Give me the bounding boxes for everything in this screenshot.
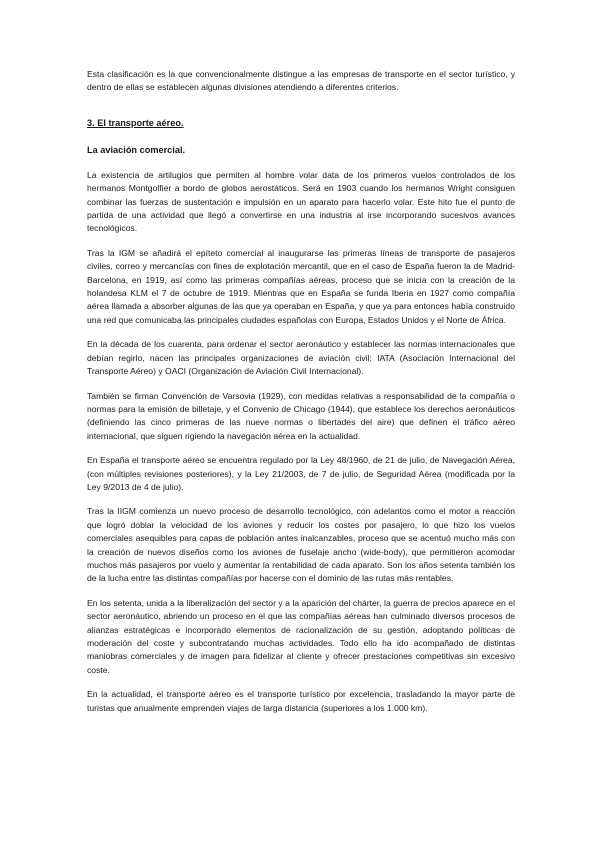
body-paragraph: Tras la IIGM comienza un nuevo proceso de desarrollo tecnológico, con adelantos como el motor a reacción que logró doblar la velocidad de los aviones y reducir los costes por pasajero, lo que hizo los vuelos comerciales asequibles para capas de población antes inalcanzables, proceso que se acentuó mucho más con la creación de nuevos diseños como los aviones de fuselaje ancho (wide-body), que permitieron acomodar muchos más pasajeros por vuelo y aumentar la rentabilidad de cada aparato. Son los años setenta también los de la lucha entre las distintas compañías por hacerse con el dominio de las rutas más rentables. <box>87 506 515 584</box>
body-paragraph: En España el transporte aéreo se encuentra regulado por la Ley 48/1960, de 21 de julio, de Navegación Aérea, (con múltiples revisiones posteriores), y la Ley 21/2003, de 7 de julio, de Seguridad Aérea (modificada por la Ley 9/2013 de 4 de julio). <box>87 455 515 492</box>
intro-paragraph: Esta clasificación es la que convencionalmente distingue a las empresas de transporte en el sector turístico, y dentro de ellas se establecen algunas divisiones atendiendo a diferentes criterios. <box>87 69 515 93</box>
body-paragraph: También se firman Convención de Varsovia (1929), con medidas relativas a responsabilidad de la compañía o normas para la emisión de billetaje, y el Convenio de Chicago (1944), que establece los derechos aeronáuticos (definiendo las cinco primeras de las nueve normas o libertades del aire) que definen el tráfico aéreo internacional, que siguen rigiendo la navegación aérea en la actualidad. <box>87 390 515 441</box>
body-paragraph: En los setenta, unida a la liberalización del sector y a la aparición del chárter, la guerra de precios aparece en el sector aeronáutico, abriendo un proceso en el que las compañías aéreas han culminado diversos procesos de alianzas estratégicas e incorporado elementos de racionalización de su gestión, adoptando políticas de moderación del coste y subcontratando muchas actividades. Todo ello ha ido acompañado de distintas maniobras comerciales y de imagen para fidelizar al cliente y ofrecer prestaciones competitivas sin excesivo coste. <box>87 597 515 675</box>
body-paragraph: La existencia de artilugios que permiten al hombre volar data de los primeros vuelos controlados de los hermanos Montgolfier a bordo de globos aerostáticos. Será en 1903 cuando los hermanos Wright consiguen combinar las fuerzas de sustentación e impulsión en un aparato para hacerlo volar. Este hito fue el punto de partida de una actividad que llegó a convertirse en una industria al irse incorporando sucesivos avances tecnológicos. <box>87 169 515 234</box>
body-paragraph: Tras la IGM se añadirá el epíteto comercial al inaugurarse las primeras líneas de transporte de pasajeros civiles, correo y mercancías con fines de explotación mercantil, que en el caso de España fueron la de Madrid- Barcelona, en 1919, así como las primeras compañías aéreas, proceso que se inicia con la creación de la holandesa KLM el 7 de octubre de 1919. Mientras que en España se funda Iberia en 1927 como compañía aérea llamada a absorber algunas de las que ya operaban en España, y que ya para entonces había construido una red que comunicaba las principales ciudades españolas con Europa, Estados Unidos y el Norte de África. <box>87 247 515 325</box>
body-paragraph: En la actualidad, el transporte aéreo es el transporte turístico por excelencia, trasladando la mayor parte de turistas que anualmente emprenden viajes de larga distancia (superiores a los 1.000 km). <box>87 689 515 713</box>
subsection-title: La aviación comercial. <box>87 144 186 155</box>
section-title: 3. El transporte aéreo. <box>87 117 184 128</box>
body-paragraph: En la década de los cuarenta, para ordenar el sector aeronáutico y establecer las normas internacionales que debían regirlo, nacen las principales organizaciones de aviación civil: IATA (Asociación Internacional del Transporte Aéreo) y OACI (Organización de Aviación Civil Internacional). <box>87 339 515 377</box>
